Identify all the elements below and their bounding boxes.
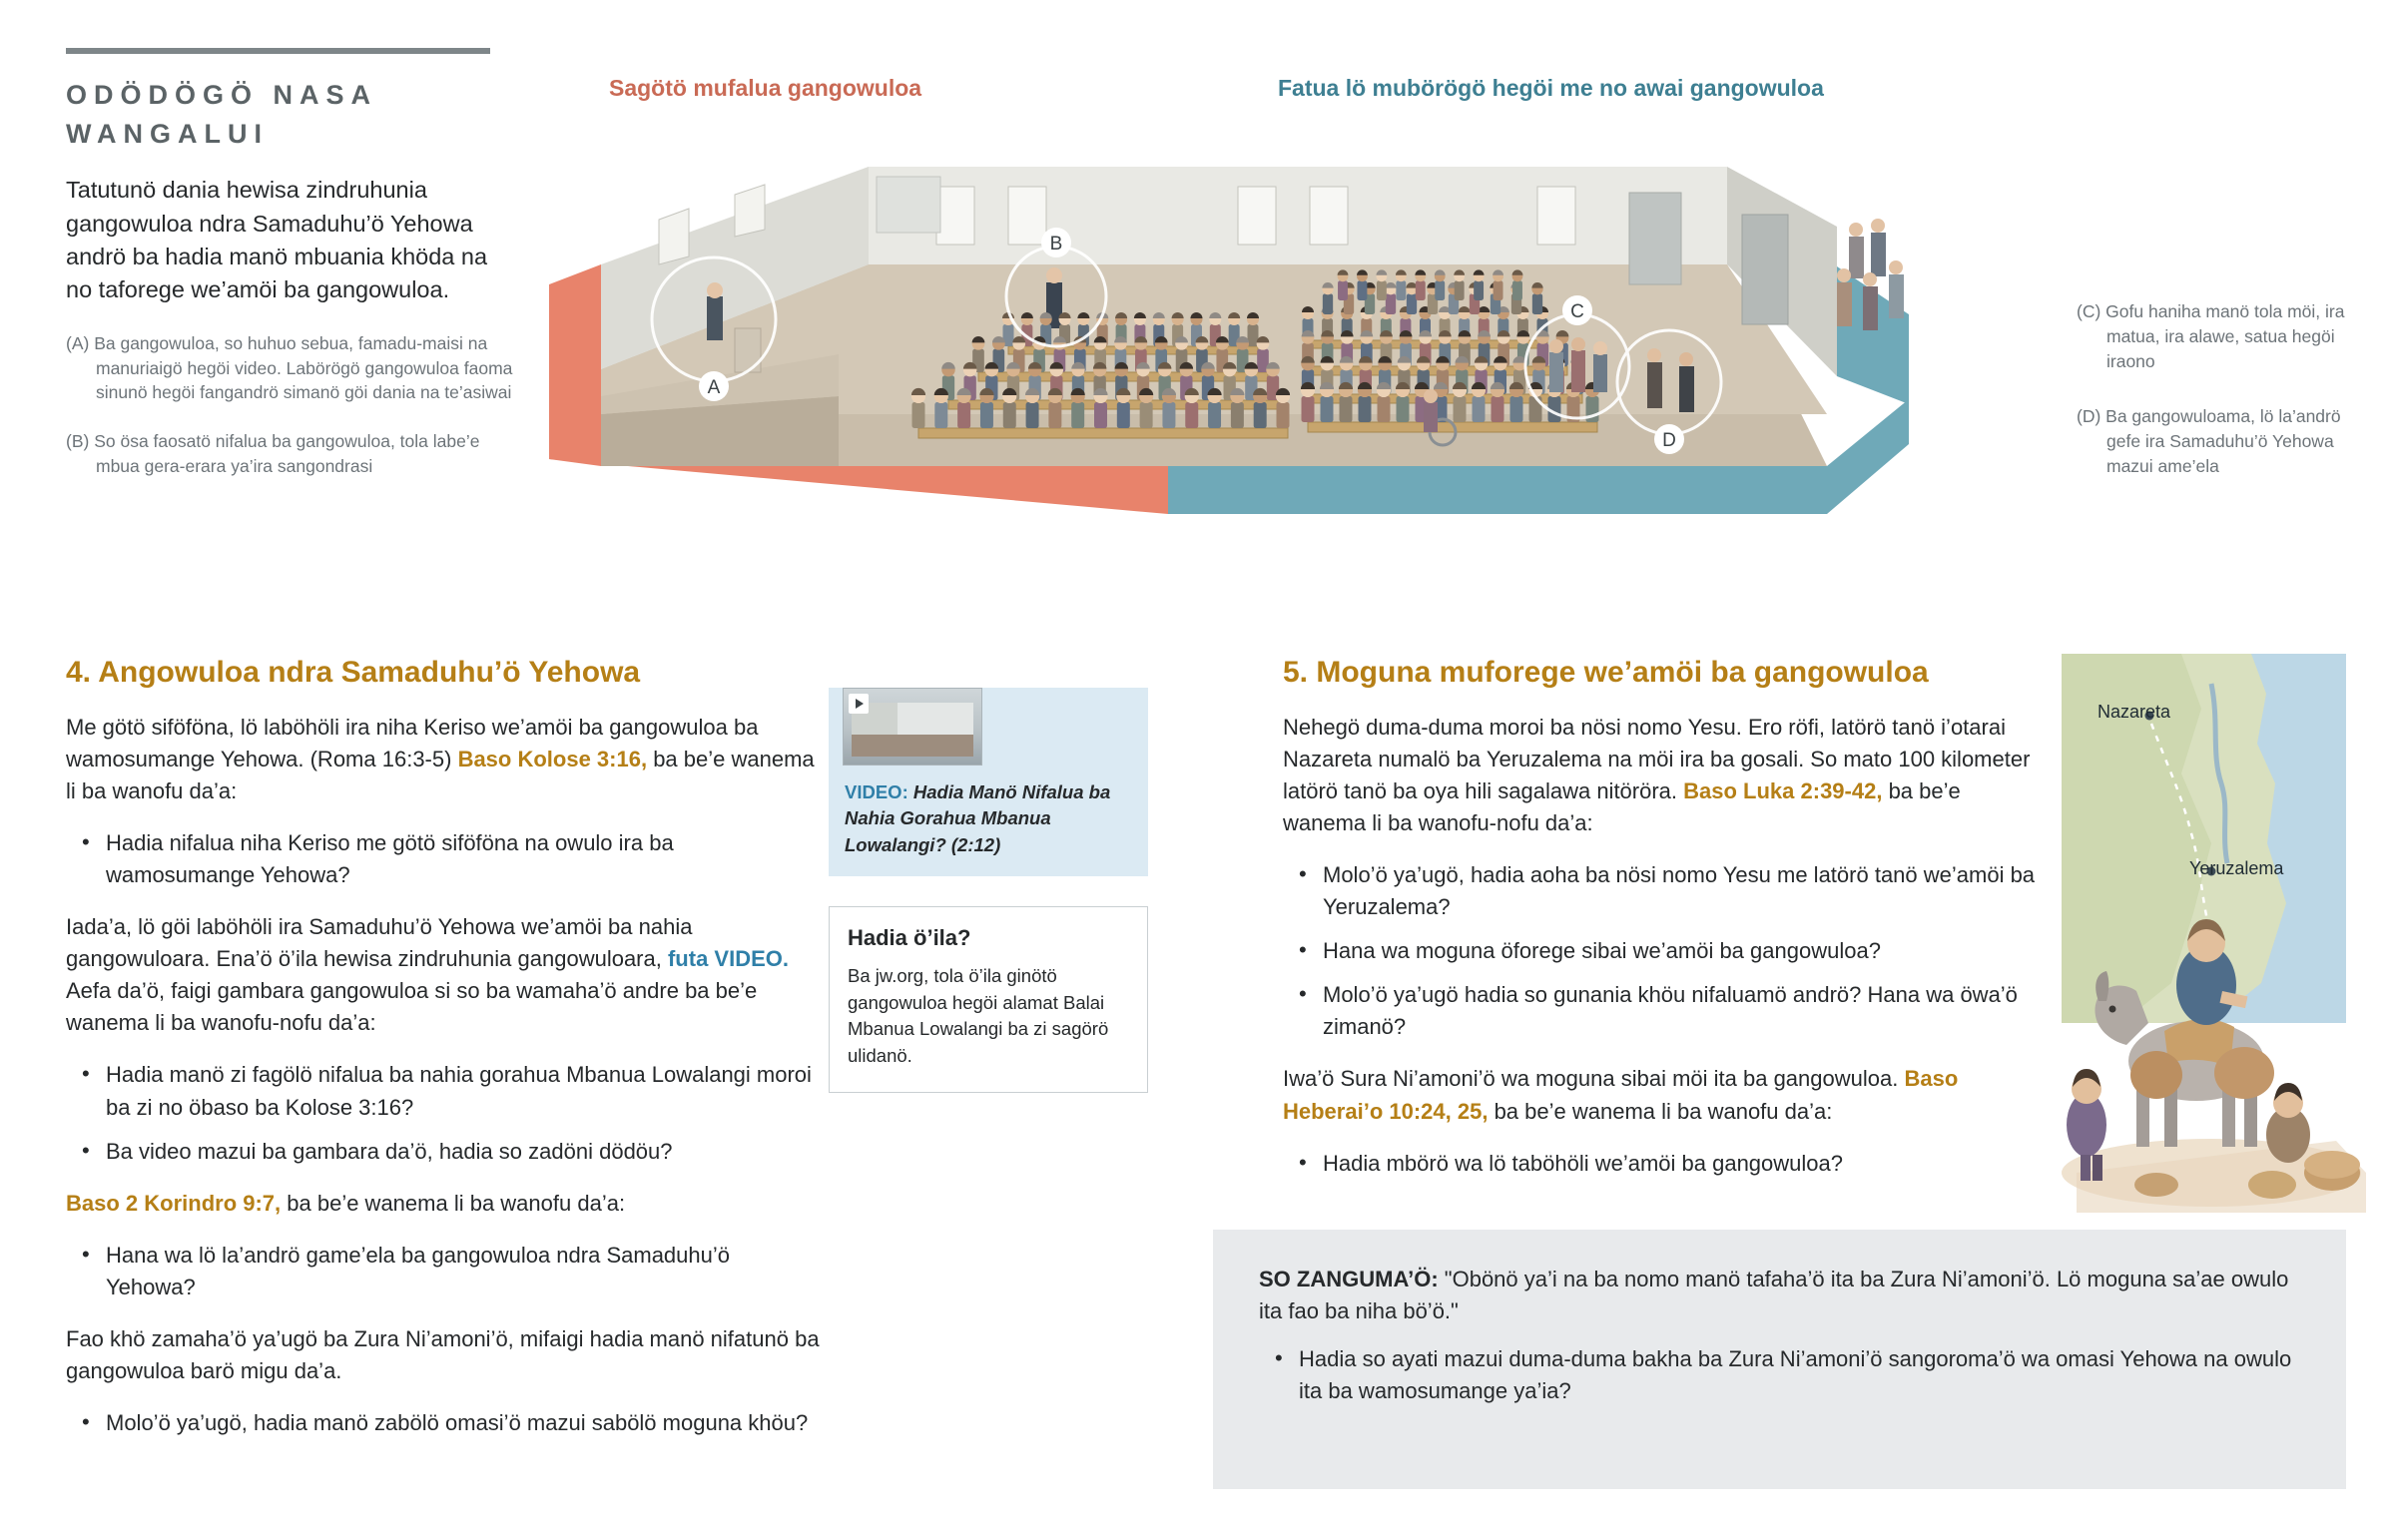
illustration-caption-right: Fatua lö mubörögö hegöi me no awai gangowuloa <box>1278 75 1824 101</box>
did-you-know-title: Hadia ö’ila? <box>848 924 971 950</box>
section-4 <box>66 654 820 1459</box>
kingdom-hall-illustration <box>539 115 1917 594</box>
section-4-list-3 <box>66 1240 820 1303</box>
summary-list <box>1259 1343 2300 1407</box>
intro-note-b <box>66 429 515 479</box>
outside-figures <box>1837 219 1904 330</box>
s5-p1-ref: Baso Luka 2:39-42, <box>1683 777 1883 803</box>
section-4-paragraph-4: Fao khö zamaha’ö ya’ugö ba Zura Ni’amoni’ö, mifaigi hadia manö nifatunö ba gangowuloa barö migu da’a. <box>66 1326 820 1384</box>
intro-body: Tatutunö dania hewisa zindruhunia gangowuloa ndra Samaduhu’ö Yehowa andrö ba hadia manö mbuania khöda na no taforege we’amöi ba gangowuloa. <box>66 177 488 303</box>
illustration-note-c-text: (C) Gofu haniha manö tola möi, ira matua, ira alawe, satua hegöi iraono <box>2077 301 2345 371</box>
summary-box <box>1213 1230 2346 1489</box>
section-4-list-1 <box>66 827 820 891</box>
list-item: • Molo’ö ya’ugö hadia so gunania khöu nifaluamö andrö? Hana wa öwa’ö zimanö? <box>1283 979 2042 1043</box>
travel-svg <box>2037 873 2366 1213</box>
s4-p2-a: Iada’a, lö göi laböhöli ira Samaduhu’ö Yehowa we’amöi ba nahia gangowuloara. Ena’ö ö’ila hewisa zindruhunia gangowuloara, <box>66 914 693 972</box>
s4-p2-b: Aefa da’ö, faigi gambara gangowuloa si so ba wamaha’ö andre ba be’e wanema li ba wanofu-nofu da’a: <box>66 978 758 1036</box>
s5-p2-ref: Baso Heberai’o 10:24, 25, <box>1283 1066 1959 1124</box>
map-illustration <box>2062 654 2346 1213</box>
illustration-caption-left: Sagötö mufalua gangowuloa <box>609 75 922 101</box>
list-item: • Hadia nifalua niha Keriso me götö siföföna na owulo ira ba wamosumange Yehowa? <box>66 827 820 891</box>
summary-lead: SO ZANGUMA’Ö: <box>1259 1267 1439 1291</box>
list-item: • Hadia mbörö wa lö taböhöli we’amöi ba gangowuloa? <box>1283 1148 2042 1180</box>
section-4-paragraph-2 <box>66 911 820 1039</box>
video-card[interactable] <box>829 688 1148 876</box>
video-thumbnail[interactable] <box>843 688 982 766</box>
travel-scene <box>2037 873 2366 1213</box>
illustration-note-c <box>2077 299 2376 374</box>
video-title: Hadia Manö Nifalua ba Nahia Gorahua Mbanua Lowalangi? (2:12) <box>845 781 1111 855</box>
s5-p2-b: ba be’e wanema li ba wanofu da’a: <box>1488 1098 1833 1124</box>
s4-p3-b: ba be’e wanema li ba wanofu da’a: <box>281 1190 626 1216</box>
list-item: • Ba video mazui ba gambara da’ö, hadia so zadöni dödöu? <box>66 1136 820 1168</box>
svg-text:C: C <box>1570 301 1584 322</box>
s4-p1-a: Me götö siföföna, lö laböhöli ira niha Keriso we’amöi ba gangowuloa ba wamosumange Yehowa. (Roma 16:3-5) <box>66 714 759 771</box>
section-5-paragraph-2 <box>1283 1063 2042 1127</box>
illustration-block <box>529 75 2345 614</box>
video-link[interactable]: futa VIDEO. <box>667 946 789 972</box>
illustration-note-d-text: (D) Ba gangowuloama, lö la’andrö gefe ira Samaduhu’ö Yehowa mazui ame’ela <box>2077 406 2341 476</box>
rider-figure <box>2176 919 2247 1025</box>
section-5-list-2 <box>1283 1148 2042 1180</box>
svg-text:A: A <box>707 377 721 398</box>
s4-p3-ref: Baso 2 Korindro 9:7, <box>66 1190 282 1216</box>
section-5-heading: 5. Moguna muforege we’amöi ba gangowuloa <box>1283 656 1929 689</box>
hall-svg <box>539 115 1917 594</box>
section-5 <box>1283 654 2042 1200</box>
intro-block <box>66 48 515 479</box>
map-label-nazareth: Nazareta <box>2097 702 2171 722</box>
child-figure-2 <box>2266 1083 2310 1163</box>
list-item: • Hana wa lö la’andrö game’ela ba gangowuloa ndra Samaduhu’ö Yehowa? <box>66 1240 820 1303</box>
summary-statement <box>1259 1264 2300 1327</box>
did-you-know-body: Ba jw.org, tola ö’ila ginötö gangowuloa hegöi alamat Balai Mbanua Lowalangi ba zi sagörö ulidanö. <box>848 964 1109 1067</box>
s4-p1-b: ba be’e wanema li ba wanofu da’a: <box>66 746 815 803</box>
illustration-note-d <box>2077 404 2376 479</box>
video-thumb-floor <box>852 735 973 757</box>
svg-text:B: B <box>1049 234 1063 255</box>
list-item: • Hana wa moguna öforege sibai we’amöi ba gangowuloa? <box>1283 935 2042 967</box>
section-5-paragraph-1 <box>1283 712 2042 839</box>
intro-note-b-text: (B) So ösa faosatö nifalua ba gangowuloa, tola labe’e mbua gera-erara ya’ira sangondrasi <box>66 431 480 477</box>
section-4-paragraph-3 <box>66 1188 820 1220</box>
list-item: • Molo’ö ya’ugö, hadia aoha ba nösi nomo Yesu me latörö tanö we’amöi ba Yeruzalema? <box>1283 859 2042 923</box>
video-caption <box>829 766 1148 858</box>
section-4-heading: 4. Angowuloa ndra Samaduhu’ö Yehowa <box>66 656 641 689</box>
map-label-jerusalem: Yeruzalema <box>2189 858 2284 878</box>
list-item: • Molo’ö ya’ugö, hadia manö zabölö omasi’ö mazui sabölö moguna khöu? <box>66 1407 820 1439</box>
did-you-know-box <box>829 906 1148 1093</box>
sidebar-column <box>829 674 1148 1093</box>
s5-p1-b: ba be’e wanema li ba wanofu-nofu da’a: <box>1283 777 1961 835</box>
section-4-paragraph-1 <box>66 712 820 807</box>
section-4-list-4 <box>66 1407 820 1439</box>
section-4-list-2 <box>66 1059 820 1167</box>
svg-text:D: D <box>1662 430 1676 451</box>
s5-p2-a: Iwa’ö Sura Ni’amoni’ö wa moguna sibai möi ita ba gangowuloa. <box>1283 1066 1905 1092</box>
intro-note-a <box>66 331 515 406</box>
s5-p1-a: Nehegö duma-duma moroi ba nösi nomo Yesu. Ero röfi, latörö tanö i’otarai Nazareta numalö ba Yeruzalema na möi ira ba gosali. So mato 100 kilometer latörö tanö ba oya hili sagalawa nitöröra. <box>1283 714 2031 803</box>
list-item: • Hadia manö zi fagölö nifalua ba nahia gorahua Mbanua Lowalangi moroi ba zi no öbaso ba Kolose 3:16? <box>66 1059 820 1123</box>
intro-title: ODÖDÖGÖ NASA WANGALUI <box>66 80 377 150</box>
video-label: VIDEO: <box>845 781 908 802</box>
s4-p1-ref: Baso Kolose 3:16, <box>457 746 648 771</box>
intro-note-a-text: (A) Ba gangowuloa, so huhuo sebua, famadu-maisi na manuriaigö hegöi video. Labörögö gangowuloa faoma sinunö hegöi fangandrö simanö göi dania na te’asiwai <box>66 332 513 403</box>
list-item: • Hadia so ayati mazui duma-duma bakha ba Zura Ni’amoni’ö sangoroma’ö wa omasi Yehowa na owulo ita ba wamosumange ya’ia? <box>1259 1343 2300 1407</box>
play-icon[interactable] <box>849 694 869 714</box>
summary-quote: "Obönö ya’i na ba nomo manö tafaha’ö ita ba Zura Ni’amoni’ö. Lö moguna sa’ae owulo ita fao ba niha bö’ö." <box>1259 1267 2289 1324</box>
section-5-list-1 <box>1283 859 2042 1044</box>
intro-divider <box>66 48 490 54</box>
